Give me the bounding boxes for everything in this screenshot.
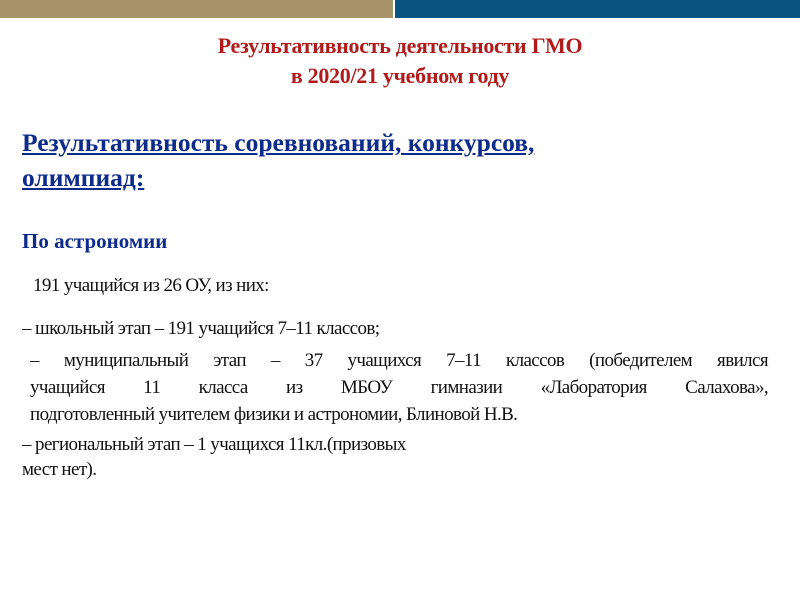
municipal-stage-line3: подготовленный учителем физики и астрономии, Блиновой Н.В. bbox=[30, 404, 518, 425]
decor-bar-right bbox=[395, 0, 800, 18]
municipal-stage-line2: учащийся 11 класса из МБОУ гимназии «Лаборатория Салахова», bbox=[30, 377, 768, 398]
municipal-stage-line1: – муниципальный этап – 37 учащихся 7–11 классов (победителем явился bbox=[30, 350, 768, 371]
section-heading-line1: Результативность соревнований, конкурсов, bbox=[22, 128, 535, 157]
regional-stage-line1: – региональный этап – 1 учащихся 11кл.(призовых bbox=[22, 434, 406, 455]
slide-title-line2: в 2020/21 учебном году bbox=[290, 63, 510, 88]
subheading: По астрономии bbox=[22, 229, 168, 253]
slide-title-line1: Результативность деятельности ГМО bbox=[217, 33, 583, 58]
regional-stage-line2: мест нет). bbox=[22, 459, 97, 480]
section-heading-line2: олимпиад: bbox=[22, 163, 145, 192]
intro-text: 191 учащийся из 26 ОУ, из них: bbox=[33, 275, 269, 296]
school-stage-text: – школьный этап – 191 учащийся 7–11 классов; bbox=[22, 318, 380, 339]
decor-bar-left bbox=[0, 0, 393, 18]
